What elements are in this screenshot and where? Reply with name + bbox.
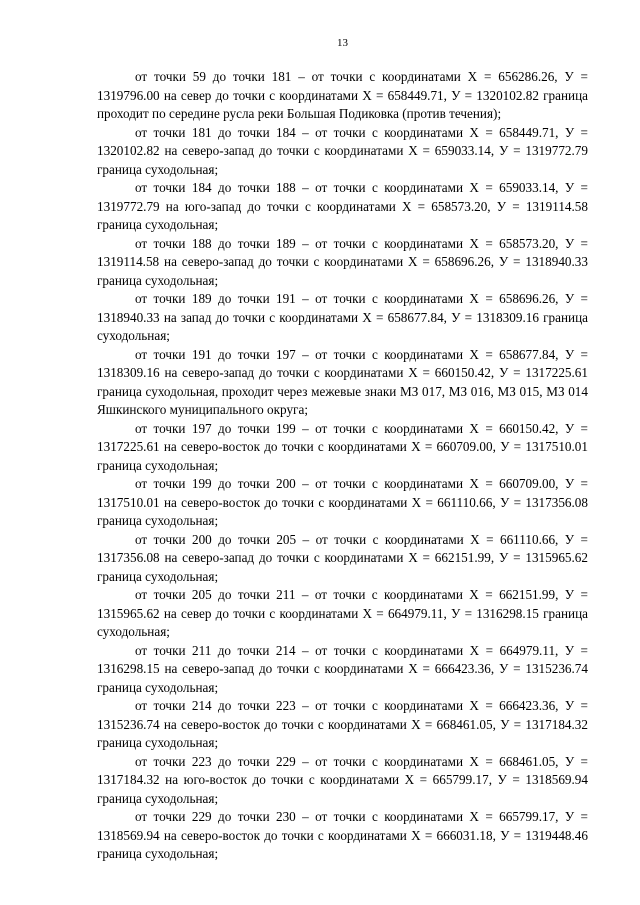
boundary-paragraph: от точки 211 до точки 214 – от точки с координатами X = 664979.11, У = 1316298.15 на северо-запад до точки с координатами X = 666423.36, У = 1315236.74 граница суходольная; <box>97 642 588 695</box>
boundary-paragraph: от точки 214 до точки 223 – от точки с координатами X = 666423.36, У = 1315236.74 на северо-восток до точки с координатами X = 668461.05, У = 1317184.32 граница суходольная; <box>97 698 588 750</box>
boundary-paragraph: от точки 184 до точки 188 – от точки с координатами X = 659033.14, У = 1319772.79 на юго-запад до точки с координатами X = 658573.20, У = 1319114.58 граница суходольная; <box>97 180 588 232</box>
boundary-paragraph: от точки 188 до точки 189 – от точки с координатами X = 658573.20, У = 1319114.58 на северо-запад до точки с координатами X = 658696.26, У = 1318940.33 граница суходольная; <box>97 235 588 288</box>
boundary-paragraph: от точки 205 до точки 211 – от точки с координатами X = 662151.99, У = 1315965.62 на север до точки с координатами X = 664979.11, У = 1316298.15 граница суходольная; <box>97 587 588 639</box>
boundary-paragraph: от точки 199 до точки 200 – от точки с координатами X = 660709.00, У = 1317510.01 на северо-восток до точки с координатами X = 661110.66, У = 1317356.08 граница суходольная; <box>97 476 588 528</box>
boundary-paragraph: от точки 59 до точки 181 – от точки с координатами X = 656286.26, У = 1319796.00 на север до точки с координатами X = 658449.71, У = 1320102.82 граница проходит по середине русла реки Большая Подиковка (против течения); <box>97 69 588 121</box>
document-body <box>97 68 588 864</box>
boundary-paragraph: от точки 229 до точки 230 – от точки с координатами X = 665799.17, У = 1318569.94 на северо-восток до точки с координатами X = 666031.18, У = 1319448.46 граница суходольная; <box>97 809 588 861</box>
boundary-paragraph: от точки 200 до точки 205 – от точки с координатами X = 661110.66, У = 1317356.08 на северо-запад до точки с координатами X = 662151.99, У = 1315965.62 граница суходольная; <box>97 531 588 584</box>
boundary-paragraph: от точки 181 до точки 184 – от точки с координатами X = 658449.71, У = 1320102.82 на северо-запад до точки с координатами X = 659033.14, У = 1319772.79 граница суходольная; <box>97 124 588 177</box>
boundary-paragraph: от точки 189 до точки 191 – от точки с координатами X = 658696.26, У = 1318940.33 на запад до точки с координатами X = 658677.84, У = 1318309.16 граница суходольная; <box>97 291 588 343</box>
boundary-paragraph: от точки 197 до точки 199 – от точки с координатами X = 660150.42, У = 1317225.61 на северо-восток до точки с координатами X = 660709.00, У = 1317510.01 граница суходольная; <box>97 420 588 473</box>
boundary-paragraph: от точки 191 до точки 197 – от точки с координатами X = 658677.84, У = 1318309.16 на северо-запад до точки с координатами X = 660150.42, У = 1317225.61 граница суходольная, проходит через межевые знаки МЗ 017, МЗ 016, МЗ 015, МЗ 014 Яшкинского муниципального округа; <box>97 346 588 417</box>
page-number: 13 <box>337 37 348 49</box>
boundary-paragraph: от точки 223 до точки 229 – от точки с координатами X = 668461.05, У = 1317184.32 на юго-восток до точки с координатами X = 665799.17, У = 1318569.94 граница суходольная; <box>97 753 588 806</box>
